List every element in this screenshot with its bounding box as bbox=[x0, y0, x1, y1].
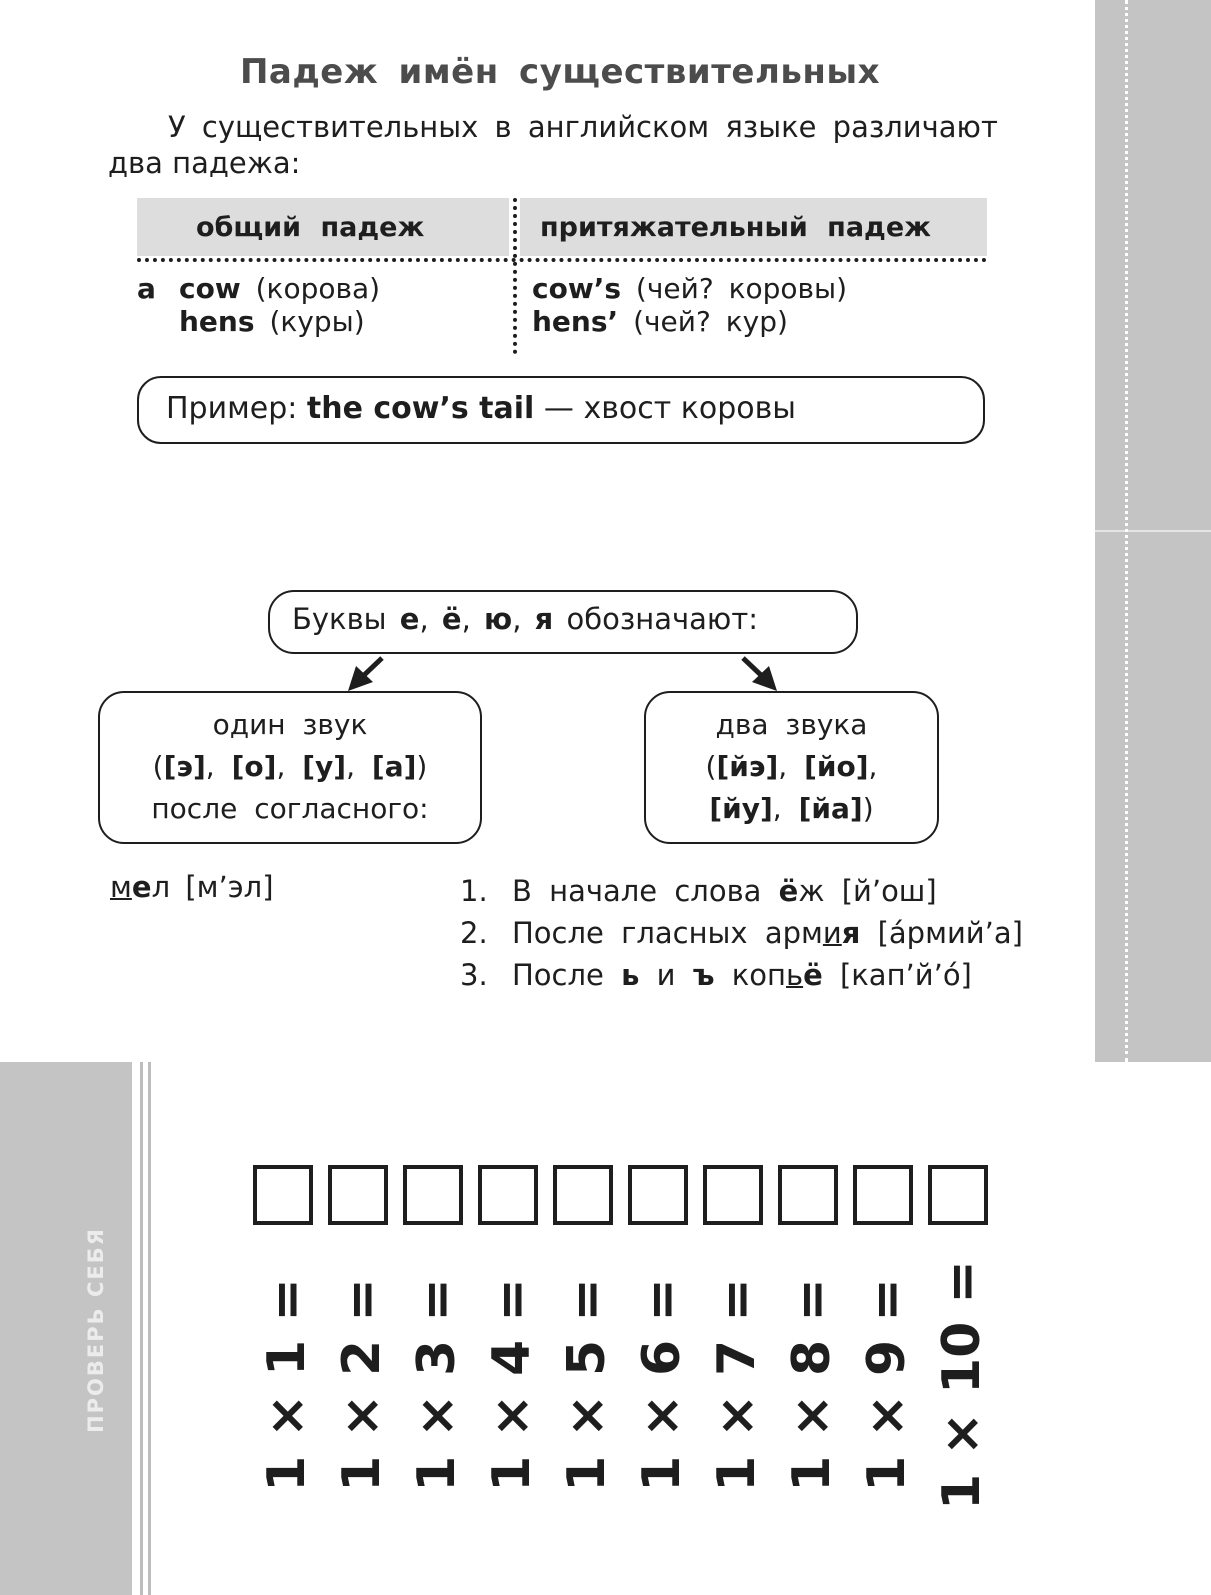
one-sound-title: один звук bbox=[212, 708, 368, 741]
rule-item bbox=[460, 954, 1023, 996]
comma: , bbox=[419, 602, 429, 636]
rule-text: После гласных bbox=[512, 916, 748, 950]
equation: 1 × 2 = bbox=[332, 1278, 392, 1492]
left-tab-rule bbox=[148, 1062, 151, 1595]
bold-letter: ё bbox=[778, 874, 799, 908]
intro-line: два падежа: bbox=[108, 146, 301, 180]
arrow-left-icon bbox=[348, 658, 382, 691]
bold-letter: е bbox=[131, 870, 152, 904]
noun: cow bbox=[179, 272, 241, 305]
side-tab-label: ПРОВЕРЬ СЕБЯ bbox=[84, 1227, 108, 1433]
sound: [у] bbox=[302, 750, 347, 783]
two-sounds-line bbox=[646, 788, 937, 830]
comma: , bbox=[461, 602, 471, 636]
answer-cell[interactable] bbox=[478, 1165, 538, 1225]
letters-text bbox=[292, 602, 758, 636]
answer-cell[interactable] bbox=[403, 1165, 463, 1225]
rule-item bbox=[460, 912, 1023, 954]
answer-cell[interactable] bbox=[328, 1165, 388, 1225]
two-sounds-text bbox=[646, 704, 937, 830]
equation: 1 × 6 = bbox=[632, 1278, 692, 1492]
bold-letter: ё bbox=[803, 958, 823, 992]
common-case-header: общий падеж bbox=[196, 212, 425, 243]
underlined-letter: и bbox=[822, 916, 842, 950]
left-tab-rule bbox=[140, 1062, 143, 1595]
two-sounds-box bbox=[644, 691, 939, 844]
comma: , bbox=[512, 602, 522, 636]
transcription: [áрмий’а] bbox=[877, 916, 1023, 950]
answer-cell[interactable] bbox=[628, 1165, 688, 1225]
answer-cell[interactable] bbox=[253, 1165, 313, 1225]
two-sounds-line bbox=[646, 746, 937, 788]
transcription: [й’ош] bbox=[841, 874, 937, 908]
equation: 1 × 9 = bbox=[857, 1278, 917, 1492]
word-part: коп bbox=[731, 958, 786, 992]
one-sound-example bbox=[110, 870, 274, 904]
comma: , bbox=[778, 750, 788, 783]
noun: hens bbox=[179, 305, 255, 338]
paren: ) bbox=[862, 792, 874, 825]
possessive-case-header: притяжательный падеж bbox=[540, 212, 932, 243]
paren: ( bbox=[152, 750, 164, 783]
sound: [а] bbox=[371, 750, 417, 783]
noun: cow’s bbox=[532, 272, 622, 305]
letter: ё bbox=[441, 602, 462, 636]
underlined-letter: м bbox=[110, 870, 132, 904]
equation: 1 × 8 = bbox=[782, 1278, 842, 1492]
sound: [э] bbox=[163, 750, 206, 783]
equation: 1 × 1 = bbox=[257, 1278, 317, 1492]
sound: [йо] bbox=[804, 750, 869, 783]
equation: 1 × 10 = bbox=[932, 1260, 992, 1510]
one-sound-sounds bbox=[100, 746, 480, 788]
transcription: [кап’й’ó] bbox=[839, 958, 972, 992]
paren: ) bbox=[416, 750, 428, 783]
paren: ( bbox=[705, 750, 717, 783]
soft-sign: ь bbox=[621, 958, 640, 992]
comma: , bbox=[346, 750, 356, 783]
answer-cell[interactable] bbox=[778, 1165, 838, 1225]
rule-text: После bbox=[512, 958, 604, 992]
conjunction: и bbox=[656, 958, 676, 992]
letters-suffix: обозначают: bbox=[566, 602, 758, 636]
sound: [о] bbox=[231, 750, 277, 783]
word-part: л bbox=[151, 870, 171, 904]
one-sound-box bbox=[98, 691, 482, 844]
translation: (корова) bbox=[255, 272, 381, 305]
equation: 1 × 7 = bbox=[707, 1278, 767, 1492]
noun: hens’ bbox=[532, 305, 619, 338]
letter: я bbox=[534, 602, 554, 636]
comma: , bbox=[868, 750, 878, 783]
equation: 1 × 4 = bbox=[482, 1278, 542, 1492]
two-sounds-rules bbox=[460, 870, 1023, 996]
translation: (чей? коровы) bbox=[635, 272, 848, 305]
comma: , bbox=[276, 750, 286, 783]
transcription: [м’эл] bbox=[185, 870, 274, 904]
article: a bbox=[137, 272, 156, 305]
word-part: ж bbox=[798, 874, 825, 908]
one-sound-text bbox=[100, 704, 480, 830]
rule-text: В начале слова bbox=[512, 874, 762, 908]
sound: [йа] bbox=[798, 792, 863, 825]
arrow-right-icon bbox=[743, 658, 777, 691]
letters-prefix: Буквы bbox=[292, 602, 387, 636]
example-translation: хвост коровы bbox=[583, 391, 796, 426]
answer-cell[interactable] bbox=[853, 1165, 913, 1225]
comma: , bbox=[205, 750, 215, 783]
sound: [йу] bbox=[709, 792, 773, 825]
translation: (чей? кур) bbox=[633, 305, 788, 338]
rule-item bbox=[460, 870, 1023, 912]
intro-line: У существительных в английском языке различают bbox=[168, 110, 998, 144]
rule-number: 3. bbox=[460, 958, 488, 992]
letter: ю bbox=[484, 602, 513, 636]
comma: , bbox=[772, 792, 782, 825]
rule-number: 2. bbox=[460, 916, 488, 950]
example-phrase: the cow’s tail bbox=[306, 391, 535, 426]
sound: [йэ] bbox=[716, 750, 779, 783]
two-sounds-title: два звука bbox=[715, 708, 868, 741]
hard-sign: ъ bbox=[692, 958, 715, 992]
translation: (куры) bbox=[269, 305, 365, 338]
answer-cell[interactable] bbox=[703, 1165, 763, 1225]
dash: — bbox=[543, 391, 574, 426]
page-title: Падеж имён существительных bbox=[239, 52, 881, 92]
bold-letter: я bbox=[841, 916, 861, 950]
rule-number: 1. bbox=[460, 874, 488, 908]
equation: 1 × 3 = bbox=[407, 1278, 467, 1492]
letter: е bbox=[399, 602, 420, 636]
equation: 1 × 5 = bbox=[557, 1278, 617, 1492]
answer-cell[interactable] bbox=[553, 1165, 613, 1225]
answer-cell[interactable] bbox=[928, 1165, 988, 1225]
example-prefix: Пример: bbox=[166, 391, 298, 426]
left-side-tab bbox=[0, 1062, 132, 1595]
one-sound-condition: после согласного: bbox=[151, 792, 429, 825]
word-part: арм bbox=[764, 916, 823, 950]
underlined-letter: ь bbox=[785, 958, 804, 992]
